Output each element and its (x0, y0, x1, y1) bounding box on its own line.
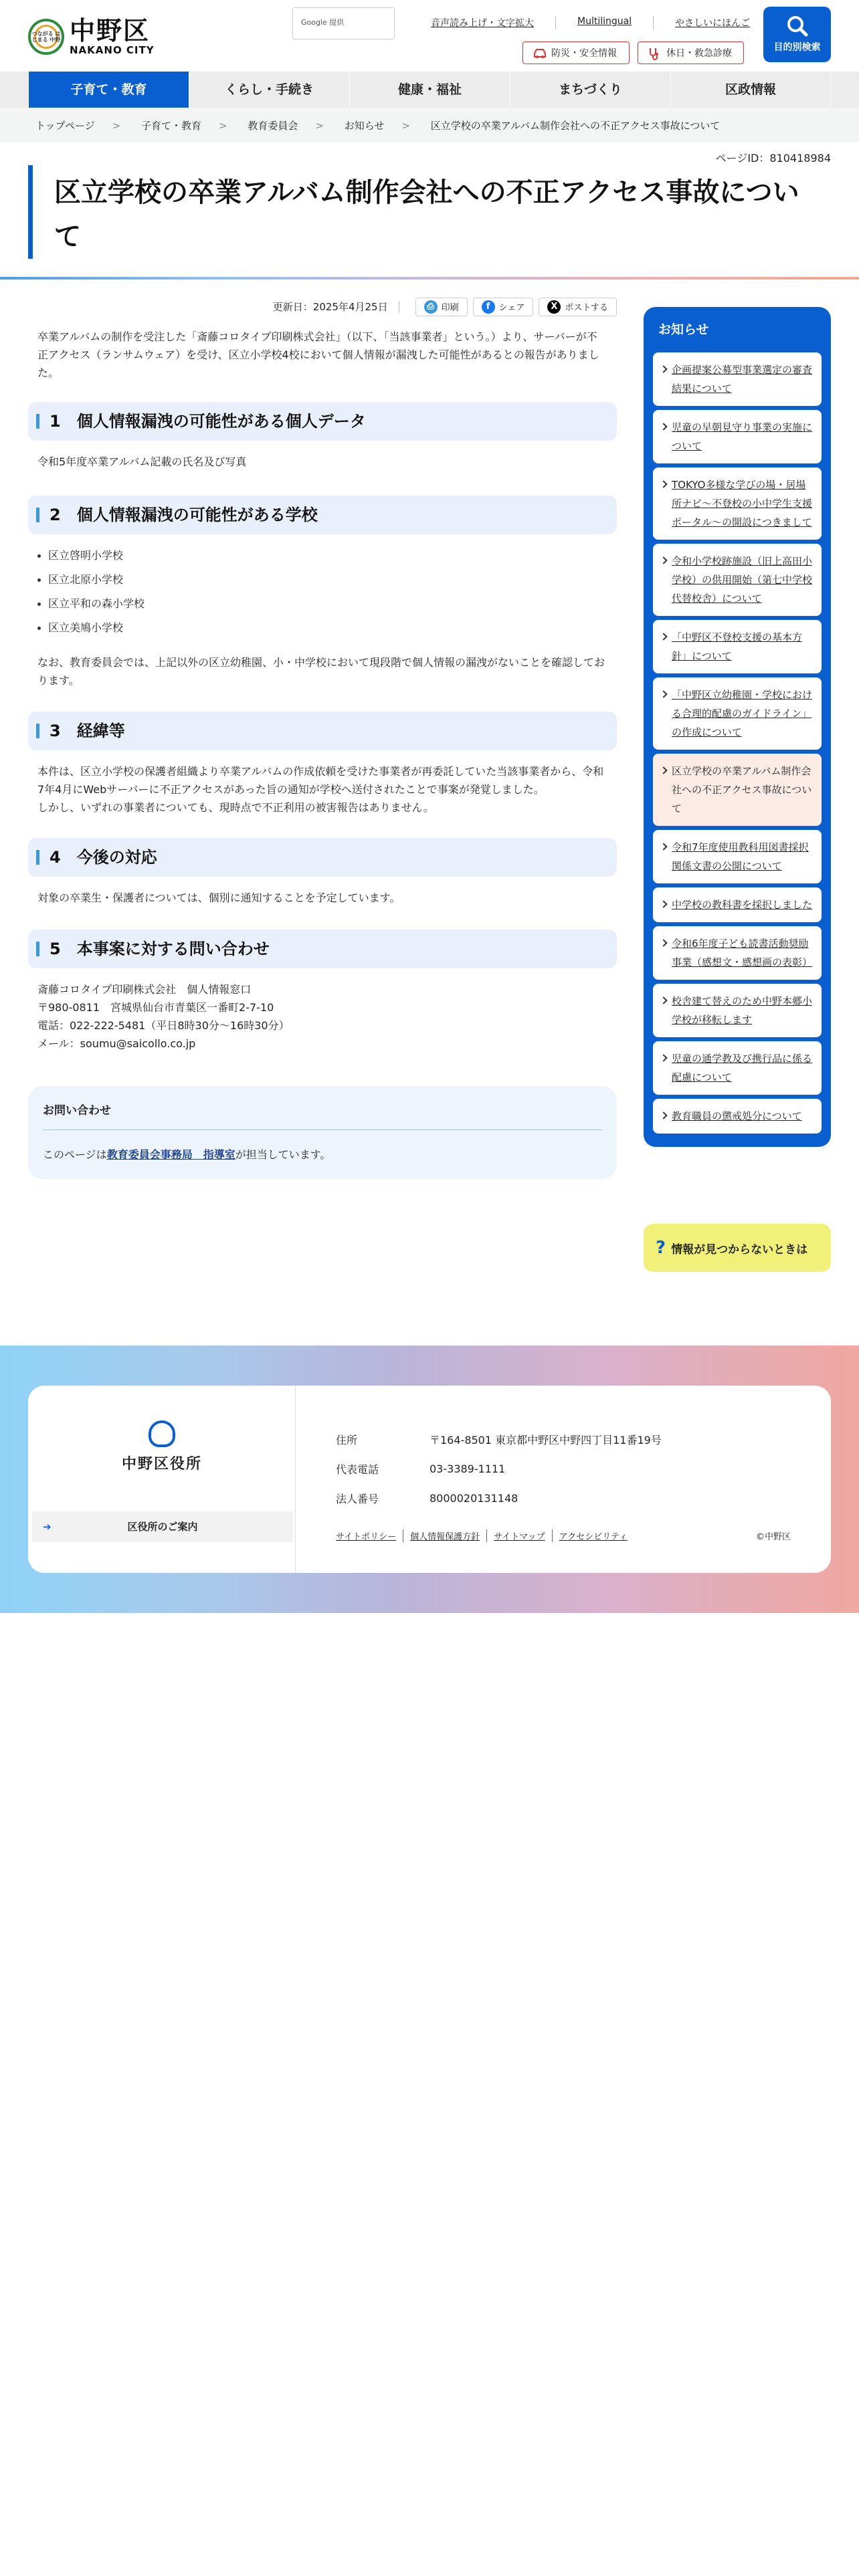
header-links (409, 16, 771, 29)
corp-number-label: 法人番号 (336, 1492, 379, 1505)
section-heading-2: 2 個人情報漏洩の可能性がある学校 (28, 496, 617, 534)
sidebar-item[interactable] (653, 620, 822, 673)
gnav-government[interactable]: 区政情報 (670, 72, 831, 108)
gnav-living[interactable]: くらし・手続き (189, 72, 349, 108)
sidebar-item-link[interactable]: TOKYO多様な学びの場・居場所ナビ〜不登校の小中学生支援ポータル〜の開設につきまして (672, 479, 813, 528)
arrow-right-icon: ➔ (43, 1521, 52, 1533)
sidebar-item[interactable] (653, 410, 822, 463)
updated-date: 更新日：2025年4月25日 (272, 301, 388, 313)
sidebar-item-link[interactable]: 校舎建て替えのため中野本郷小学校が移転します (672, 995, 813, 1026)
sidebar-item-link[interactable]: 児童の早朝見守り事業の実施について (672, 421, 813, 452)
sidebar-item-link[interactable]: 令和7年度使用教科用図書採択関係文書の公開について (672, 841, 809, 872)
print-label: 印刷 (441, 303, 459, 313)
section-heading-5: 5 本事案に対する問い合わせ (28, 930, 617, 968)
footer-logo (28, 1420, 296, 1473)
section-heading-4: 4 今後の対応 (28, 838, 617, 877)
read-aloud-link[interactable]: 音声読み上げ・文字拡大 (431, 18, 534, 29)
inquiry-line: 斎藤コロタイプ印刷株式会社 個人情報窓口 (37, 983, 252, 996)
print-icon: ⎙ (424, 300, 438, 314)
help-label: 情報が見つからないときは (671, 1243, 808, 1257)
contact-suffix: が担当しています。 (235, 1148, 331, 1161)
google-search-input[interactable]: Google 提供 (292, 7, 395, 39)
chevron-right-icon: > (401, 120, 410, 132)
page-title-box (28, 165, 818, 259)
inquiry-line: 〒980-0811 宮城県仙台市青葉区一番町2-7-10 (37, 1001, 274, 1014)
site-policy-link[interactable]: サイトポリシー (336, 1532, 397, 1542)
breadcrumb-childcare[interactable]: 子育て・教育 (141, 120, 202, 132)
corp-number-value: 8000020131148 (430, 1491, 518, 1505)
sidebar-item[interactable] (653, 887, 822, 922)
intro-text: 卒業アルバムの制作を受注した「斎藤コロタイプ印刷株式会社」（以下、「当該事業者」という。）より、サーバーが不正アクセス（ランサムウェア）を受け、区立小学校4校において個人情報が漏洩した可能性があるとの報告がありました。 (37, 330, 599, 379)
sidebar-item[interactable] (653, 1099, 822, 1134)
sidebar-item[interactable] (653, 352, 822, 406)
copyright: ©中野区 (755, 1532, 791, 1542)
page-meta (28, 294, 617, 319)
section-4-body: 対象の卒業生・保護者については、個別に通知することを予定しています。 (37, 891, 401, 904)
sidebar-item-link[interactable]: 児童の通学教及び携行品に係る配慮について (672, 1053, 813, 1083)
page-title: 区立学校の卒業アルバム制作会社への不正アクセス事故について (54, 177, 799, 252)
sidebar-item[interactable] (653, 830, 822, 883)
contact-title: お問い合わせ (43, 1101, 602, 1130)
search-icon (786, 15, 809, 37)
breadcrumb-top[interactable]: トップページ (35, 120, 95, 132)
post-label: ポストする (565, 303, 608, 313)
x-icon: X (547, 300, 561, 314)
address-value: 〒164-8501 東京都中野区中野四丁目11番19号 (430, 1433, 662, 1446)
footer-links (336, 1529, 634, 1542)
site-header (0, 0, 859, 72)
logo-mark-icon (28, 19, 64, 55)
list-item: 区立美鳩小学校 (37, 616, 617, 640)
section-3-body-2: しかし、いずれの事業者についても、現時点で不正利用の被害報告はありません。 (37, 801, 434, 814)
section-1-body: 令和5年度卒業アルバム記載の氏名及び写真 (37, 455, 247, 468)
purpose-search-label: 目的別検索 (773, 42, 821, 53)
disaster-info-button[interactable] (522, 41, 630, 64)
inquiry-line: メール：soumu@saicollo.co.jp (37, 1037, 196, 1050)
privacy-policy-link[interactable]: 個人情報保護方針 (403, 1529, 486, 1542)
accessibility-link[interactable]: アクセシビリティ (552, 1529, 634, 1542)
address-label: 住所 (336, 1433, 358, 1446)
sidebar-item[interactable] (653, 984, 822, 1037)
share-label: シェア (498, 303, 525, 313)
sidebar-item[interactable] (653, 677, 822, 750)
logo-name-ja: 中野区 (70, 16, 151, 45)
breadcrumb-board[interactable]: 教育委員会 (248, 120, 298, 132)
list-item: 区立平和の森小学校 (37, 592, 617, 616)
sidebar-item[interactable] (653, 926, 822, 980)
footer-left (28, 1386, 296, 1573)
gnav-health[interactable]: 健康・福祉 (349, 72, 510, 108)
footer-org-name: 中野区役所 (121, 1456, 202, 1473)
disaster-info-label: 防災・安全情報 (551, 48, 617, 59)
sidebar-item-link[interactable]: 「中野区不登校支援の基本方針」について (672, 631, 803, 662)
list-item: 区立北原小学校 (37, 568, 617, 592)
title-divider (0, 277, 859, 280)
sidebar-item[interactable] (653, 1041, 822, 1095)
contact-dept-link[interactable]: 教育委員会事務局 指導室 (106, 1148, 235, 1161)
facebook-share-button[interactable] (473, 298, 534, 316)
sidebar-item[interactable] (653, 544, 822, 616)
stethoscope-icon (648, 47, 661, 60)
sitemap-link[interactable]: サイトマップ (486, 1529, 552, 1542)
section-3-body: 本件は、区立小学校の保護者組織より卒業アルバムの作成依頼を受けた事業者が再委託していた当該事業者から、令和7年4月にWebサーバーに不正アクセスがあった旨の通知が学校へ送付されたことで事案が発覚しました。 (37, 765, 604, 796)
x-post-button[interactable] (539, 298, 617, 316)
multilingual-link[interactable]: Multilingual (555, 16, 653, 29)
sidebar-item-link[interactable]: 令和6年度子ども読書活動奨励事業（感想文・感想画の表彰） (672, 938, 813, 968)
sidebar-item-link[interactable]: 企画提案公募型事業選定の審査結果について (672, 364, 813, 395)
sidebar-item-current (653, 754, 822, 826)
car-alert-icon (533, 47, 547, 59)
footer-box (28, 1386, 831, 1573)
office-guide-button[interactable] (32, 1511, 293, 1542)
purpose-search-button[interactable] (763, 7, 831, 62)
chevron-right-icon: > (112, 120, 121, 132)
logo-mark-text: つながる はじまる 中野 (31, 31, 61, 43)
sidebar-title: お知らせ (658, 322, 709, 337)
phone-value: 03-3389-1111 (430, 1462, 506, 1475)
sidebar-item-link[interactable]: 令和小学校跡施設（旧上高田小学校）の供用開始（第七中学校代替校舎）について (672, 555, 813, 605)
city-emblem-icon (149, 1420, 175, 1447)
main-content (28, 294, 617, 1179)
contact-prefix: このページは (43, 1148, 107, 1161)
gnav-childcare[interactable]: 子育て・教育 (28, 72, 189, 108)
sidebar-item-link[interactable]: 「中野区立幼稚園・学校における合理的配慮のガイドライン」の作成について (672, 689, 813, 738)
breadcrumb-news[interactable]: お知らせ (344, 120, 385, 132)
site-logo[interactable] (28, 17, 155, 56)
breadcrumb (0, 108, 859, 142)
footer-info (336, 1424, 662, 1513)
section-2-note: なお、教育委員会では、上記以外の区立幼稚園、小・中学校において現段階で個人情報の漏洩がないことを確認しております。 (37, 656, 605, 687)
easy-japanese-link[interactable]: やさしいにほんご (653, 16, 771, 29)
section-heading-3: 3 経緯等 (28, 712, 617, 750)
sidebar-item-link[interactable]: 教育職員の懲戒処分について (672, 1110, 802, 1122)
office-guide-label: 区役所のご案内 (127, 1521, 198, 1533)
emergency-care-label: 休日・救急診療 (666, 48, 732, 59)
chevron-right-icon: > (219, 120, 227, 132)
help-button[interactable] (644, 1224, 831, 1272)
sidebar-item-link: 区立学校の卒業アルバム制作会社への不正アクセス事故について (672, 765, 812, 815)
school-list (28, 544, 617, 640)
sidebar-item-link[interactable]: 中学校の教科書を採択しました (672, 899, 813, 911)
contact-body (43, 1130, 602, 1162)
list-item: 区立啓明小学校 (37, 544, 617, 568)
breadcrumb-current: 区立学校の卒業アルバム制作会社への不正アクセス事故について (430, 120, 721, 132)
gnav-town[interactable]: まちづくり (510, 72, 670, 108)
section-heading-1: 1 個人情報漏洩の可能性がある個人データ (28, 402, 617, 441)
phone-label: 代表電話 (336, 1463, 379, 1476)
news-sidebar (644, 307, 831, 1147)
contact-box (28, 1086, 617, 1179)
print-button[interactable] (415, 298, 468, 316)
chevron-right-icon: > (315, 120, 324, 132)
inquiry-line: 電話：022-222-5481（平日8時30分〜16時30分） (37, 1019, 290, 1032)
logo-name-en: NAKANO CITY (70, 44, 155, 56)
question-icon: ? (656, 1238, 666, 1258)
sidebar-item[interactable] (653, 467, 822, 540)
site-footer (0, 1346, 859, 1613)
facebook-icon: f (482, 300, 495, 314)
page-id: ページID：810418984 (715, 152, 831, 165)
global-nav (0, 72, 859, 108)
emergency-care-button[interactable] (638, 41, 744, 64)
